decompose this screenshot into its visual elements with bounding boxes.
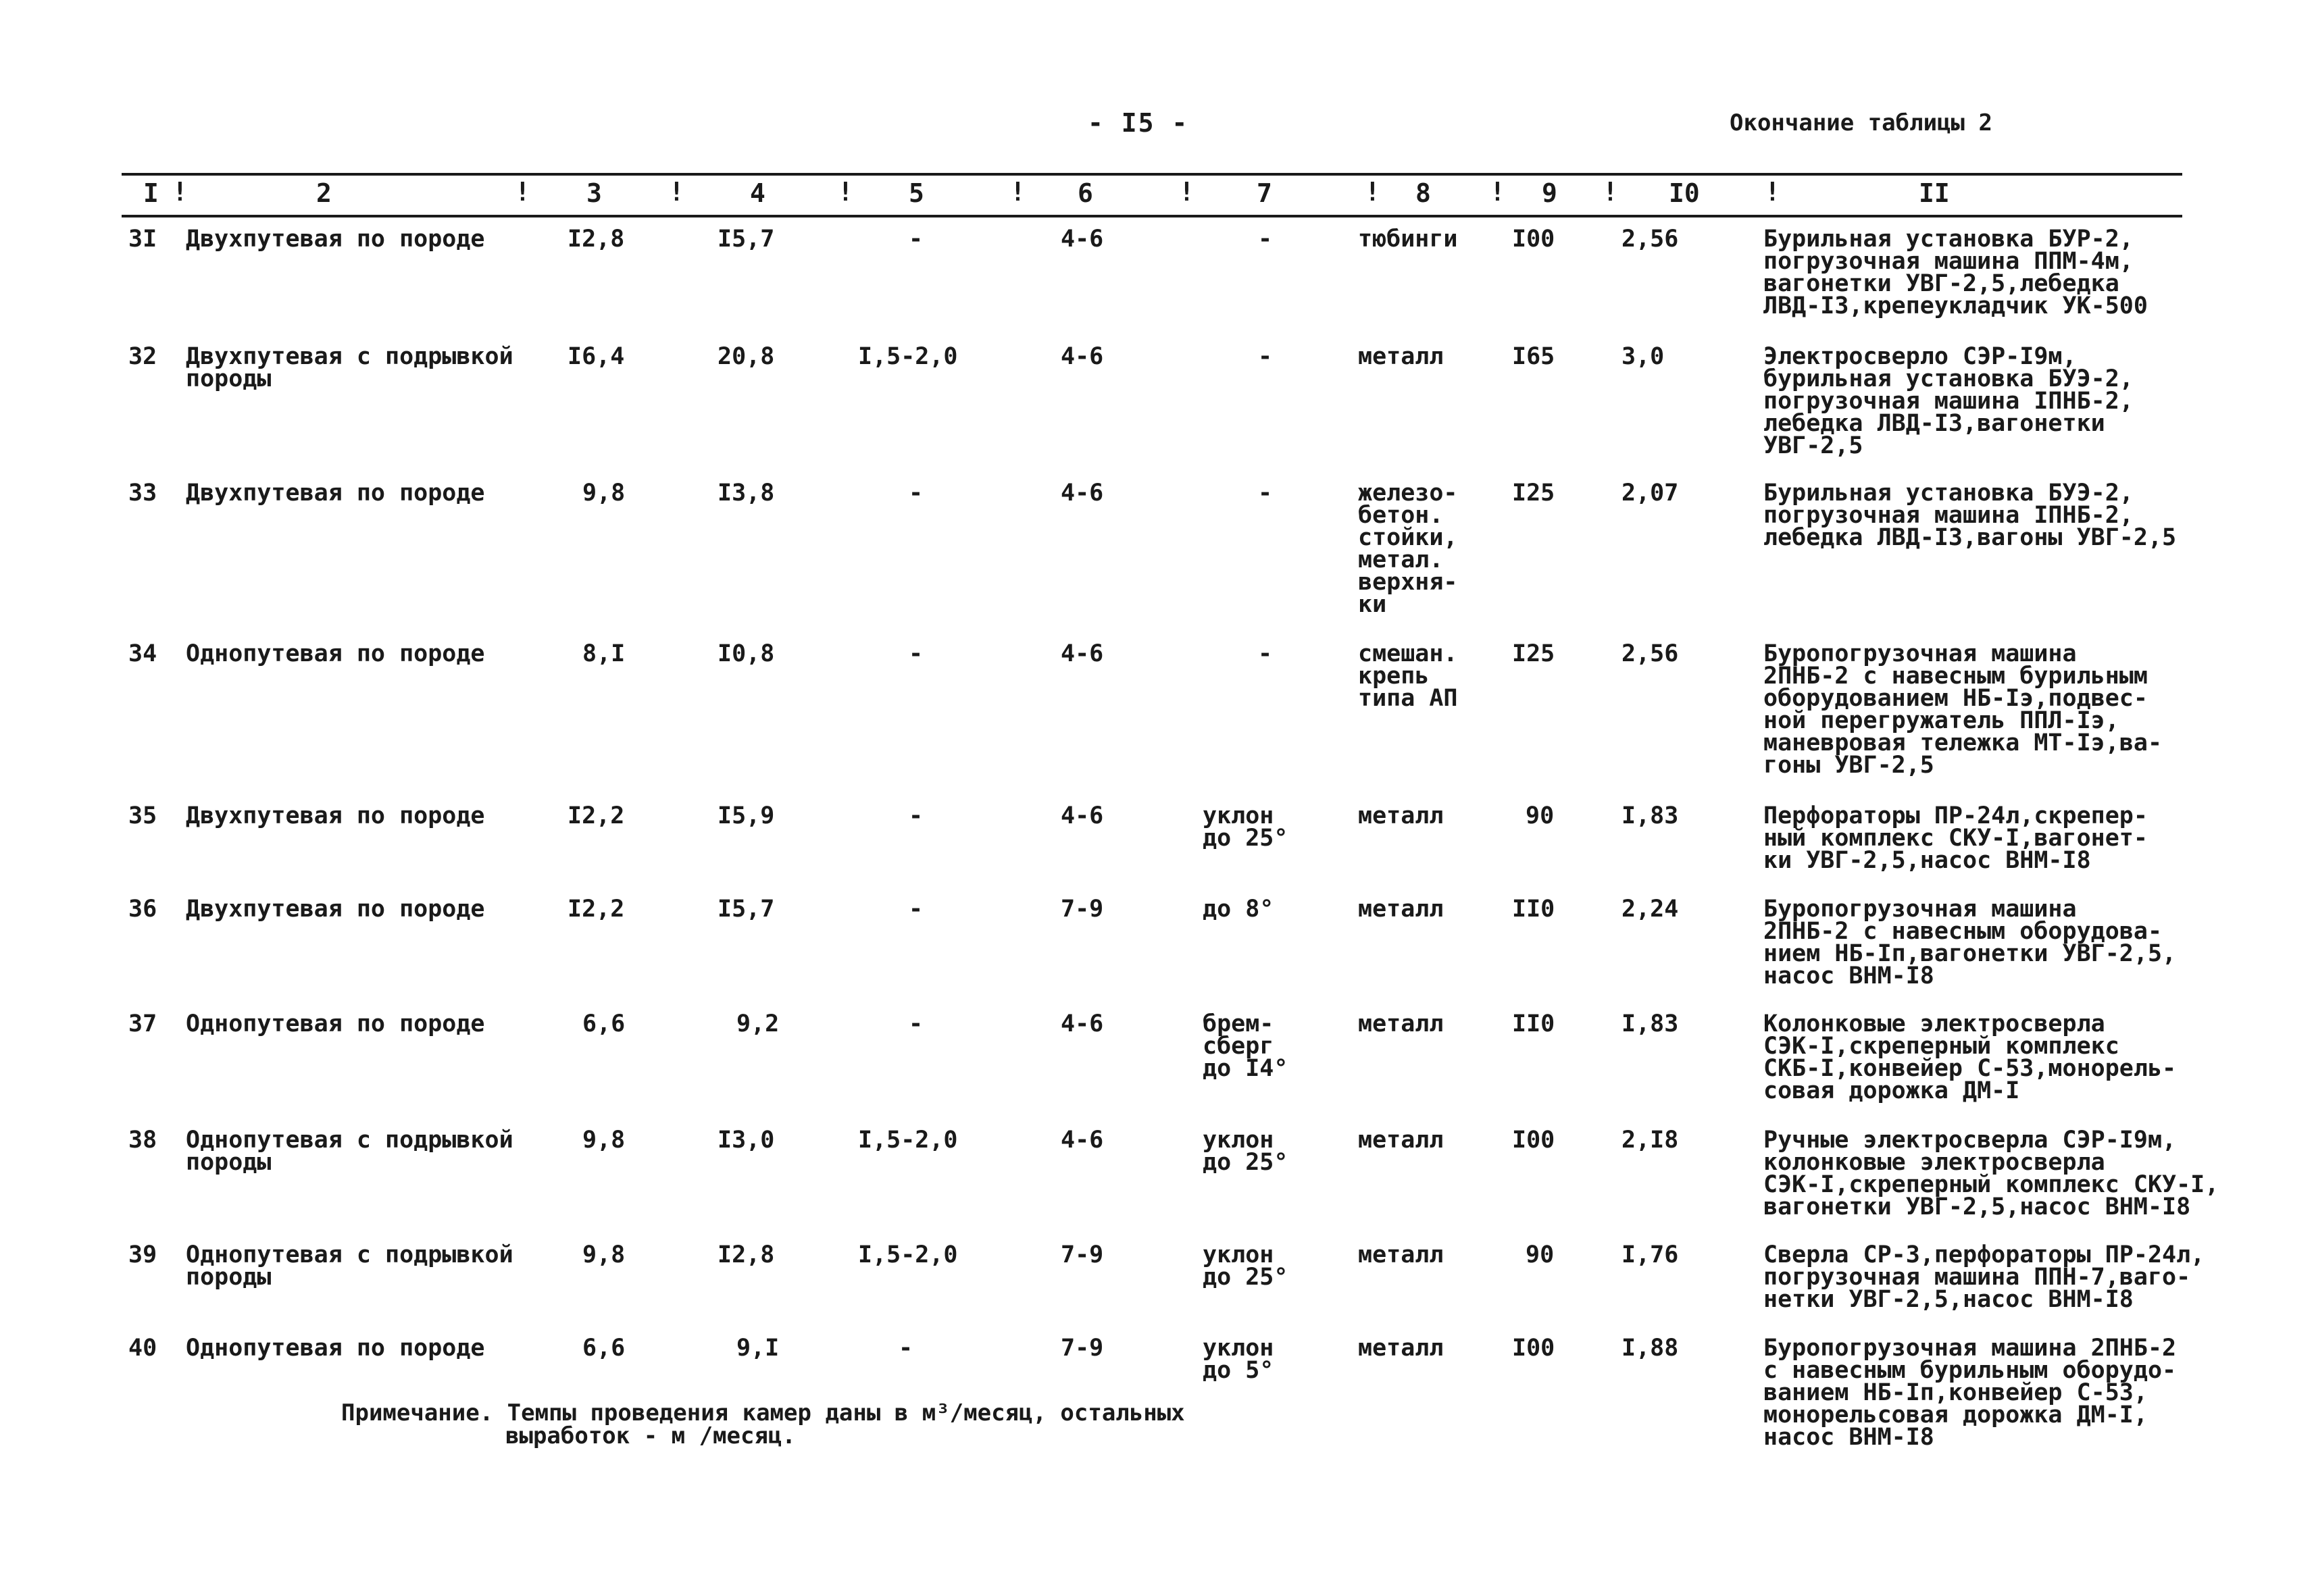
col3-value: I2,2 xyxy=(568,896,625,923)
col9-value: I65 xyxy=(1512,343,1555,370)
col9-value: II0 xyxy=(1512,896,1555,923)
excavation-type: Однопутевая по породе xyxy=(186,1010,485,1037)
col3-value: 8,I xyxy=(582,640,626,667)
col10-value: 2,56 xyxy=(1621,226,1679,253)
col6-value: 4-6 xyxy=(1061,640,1104,667)
col5-value: - xyxy=(909,896,924,923)
equipment: Бурильная установка БУЭ-2, погрузочная машина IПНБ-2, лебедка ЛВД-I3,вагоны УВГ-2,5 xyxy=(1763,480,2177,551)
row-number: 33 xyxy=(128,480,157,507)
col7-value: брем- сберг до I4° xyxy=(1203,1010,1288,1082)
col5-value: - xyxy=(909,1010,924,1037)
col5-value: - xyxy=(899,1335,913,1362)
col4-value: 9,2 xyxy=(736,1010,780,1037)
col7-value: - xyxy=(1258,640,1273,667)
col4-value: I5,9 xyxy=(718,802,775,829)
row-number: 34 xyxy=(128,640,157,667)
excavation-type: Двухпутевая по породе xyxy=(186,896,485,923)
col-header-1: I xyxy=(143,178,159,208)
col-separator: ! xyxy=(1765,177,1780,207)
excavation-type: Однопутевая с подрывкой породы xyxy=(186,1241,513,1291)
col7-value: - xyxy=(1258,480,1273,507)
col-header-10: I0 xyxy=(1669,178,1700,208)
support-type: металл xyxy=(1358,1241,1444,1268)
col3-value: I2,8 xyxy=(568,226,625,253)
support-type: тюбинги xyxy=(1358,226,1458,253)
excavation-type: Двухпутевая по породе xyxy=(186,802,485,829)
col5-value: - xyxy=(909,802,924,829)
col-separator: ! xyxy=(172,177,188,207)
row-number: 40 xyxy=(128,1335,157,1362)
col5-value: I,5-2,0 xyxy=(858,1241,958,1268)
col6-value: 4-6 xyxy=(1061,802,1104,829)
col-separator: ! xyxy=(1603,177,1618,207)
col3-value: I6,4 xyxy=(568,343,625,370)
support-type: железо- бетон. стойки, метал. верхня- ки xyxy=(1358,480,1458,618)
row-number: 36 xyxy=(128,896,157,923)
table-note-continued: выработок - м /месяц. xyxy=(505,1422,796,1449)
row-number: 38 xyxy=(128,1127,157,1154)
col3-value: 9,8 xyxy=(582,1241,626,1268)
col-separator: ! xyxy=(1179,177,1194,207)
col9-value: I25 xyxy=(1512,640,1555,667)
support-type: металл xyxy=(1358,802,1444,829)
col3-value: 9,8 xyxy=(582,480,626,507)
col5-value: - xyxy=(909,640,924,667)
support-type: смешан. крепь типа АП xyxy=(1358,640,1458,712)
col-separator: ! xyxy=(1490,177,1505,207)
col4-value: 9,I xyxy=(736,1335,780,1362)
col4-value: I5,7 xyxy=(718,226,775,253)
col10-value: I,76 xyxy=(1621,1241,1679,1268)
excavation-type: Однопутевая по породе xyxy=(186,640,485,667)
support-type: металл xyxy=(1358,1010,1444,1037)
table-note: Примечание. Темпы проведения камер даны в м³/месяц, остальных xyxy=(341,1399,1185,1426)
excavation-type: Однопутевая с подрывкой породы xyxy=(186,1127,513,1176)
col9-value: 90 xyxy=(1526,1241,1555,1268)
col9-value: I25 xyxy=(1512,480,1555,507)
col10-value: 3,0 xyxy=(1621,343,1665,370)
excavation-type: Двухпутевая по породе xyxy=(186,226,485,253)
col6-value: 7-9 xyxy=(1061,1241,1104,1268)
col-separator: ! xyxy=(1010,177,1026,207)
col9-value: 90 xyxy=(1526,802,1555,829)
col10-value: I,83 xyxy=(1621,802,1679,829)
col-header-2: 2 xyxy=(316,178,332,208)
col6-value: 7-9 xyxy=(1061,1335,1104,1362)
col5-value: - xyxy=(909,480,924,507)
col6-value: 4-6 xyxy=(1061,480,1104,507)
col7-value: до 8° xyxy=(1203,896,1274,923)
col9-value: I00 xyxy=(1512,1335,1555,1362)
equipment: Бурильная установка БУР-2, погрузочная машина ППМ-4м, вагонетки УВГ-2,5,лебедка ЛВД-I3,крепеукладчик УК-500 xyxy=(1763,226,2148,319)
col7-value: уклон до 25° xyxy=(1203,1241,1288,1291)
col3-value: 6,6 xyxy=(582,1010,626,1037)
col-separator: ! xyxy=(515,177,530,207)
col6-value: 4-6 xyxy=(1061,1010,1104,1037)
col10-value: I,83 xyxy=(1621,1010,1679,1037)
col-separator: ! xyxy=(838,177,853,207)
support-type: металл xyxy=(1358,1335,1444,1362)
col-header-5: 5 xyxy=(909,178,924,208)
col4-value: 20,8 xyxy=(718,343,775,370)
col10-value: 2,07 xyxy=(1621,480,1679,507)
col3-value: 9,8 xyxy=(582,1127,626,1154)
col4-value: I2,8 xyxy=(718,1241,775,1268)
equipment: Электросверло СЭР-I9м, бурильная установка БУЭ-2, погрузочная машина IПНБ-2, лебедка ЛВД-I3,вагонетки УВГ-2,5 xyxy=(1763,343,2134,459)
col-header-6: 6 xyxy=(1078,178,1093,208)
col-separator: ! xyxy=(669,177,684,207)
header-bottom-rule xyxy=(122,215,2182,217)
equipment: Перфораторы ПР-24л,скрепер- ный комплекс СКУ-I,вагонет- ки УВГ-2,5,насос ВНМ-I8 xyxy=(1763,802,2148,874)
col-header-7: 7 xyxy=(1257,178,1272,208)
col4-value: I0,8 xyxy=(718,640,775,667)
col-separator: ! xyxy=(1365,177,1380,207)
col9-value: II0 xyxy=(1512,1010,1555,1037)
row-number: 32 xyxy=(128,343,157,370)
equipment: Колонковые электросверла СЭК-I,скреперный комплекс СКБ-I,конвейер С-53,монорель- совая дорожка ДМ-I xyxy=(1763,1010,2177,1104)
col5-value: I,5-2,0 xyxy=(858,343,958,370)
col7-value: - xyxy=(1258,343,1273,370)
row-number: 35 xyxy=(128,802,157,829)
support-type: металл xyxy=(1358,343,1444,370)
table-title: Окончание таблицы 2 xyxy=(1730,109,1992,136)
col-header-11: II xyxy=(1919,178,1950,208)
col-header-3: 3 xyxy=(586,178,602,208)
col10-value: I,88 xyxy=(1621,1335,1679,1362)
support-type: металл xyxy=(1358,1127,1444,1154)
col7-value: уклон до 5° xyxy=(1203,1335,1274,1384)
col7-value: - xyxy=(1258,226,1273,253)
col10-value: 2,56 xyxy=(1621,640,1679,667)
col6-value: 4-6 xyxy=(1061,226,1104,253)
equipment: Буропогрузочная машина 2ПНБ-2 с навесным бурильным оборудо- ванием НБ-Iп,конвейер С-53, монорельсовая дорожка ДМ-I, насос ВНМ-I8 xyxy=(1763,1335,2177,1451)
col5-value: - xyxy=(909,226,924,253)
equipment: Буропогрузочная машина 2ПНБ-2 с навесным оборудова- нием НБ-Iп,вагонетки УВГ-2,5, насос ВНМ-I8 xyxy=(1763,896,2177,989)
header-top-rule xyxy=(122,173,2182,176)
col-header-4: 4 xyxy=(750,178,765,208)
col6-value: 7-9 xyxy=(1061,896,1104,923)
col5-value: I,5-2,0 xyxy=(858,1127,958,1154)
row-number: 37 xyxy=(128,1010,157,1037)
col9-value: I00 xyxy=(1512,1127,1555,1154)
col10-value: 2,24 xyxy=(1621,896,1679,923)
page-number: - I5 - xyxy=(1088,108,1189,138)
col10-value: 2,I8 xyxy=(1621,1127,1679,1154)
col-header-9: 9 xyxy=(1542,178,1557,208)
excavation-type: Двухпутевая с подрывкой породы xyxy=(186,343,513,392)
col7-value: уклон до 25° xyxy=(1203,802,1288,852)
col6-value: 4-6 xyxy=(1061,1127,1104,1154)
equipment: Буропогрузочная машина 2ПНБ-2 с навесным бурильным оборудованием НБ-Iэ,подвес- ной перегружатель ППЛ-Iэ, маневровая тележка МТ-Iэ,ва- гоны УВГ-2,5 xyxy=(1763,640,2163,779)
col7-value: уклон до 25° xyxy=(1203,1127,1288,1176)
excavation-type: Двухпутевая по породе xyxy=(186,480,485,507)
support-type: металл xyxy=(1358,896,1444,923)
excavation-type: Однопутевая по породе xyxy=(186,1335,485,1362)
col4-value: I3,8 xyxy=(718,480,775,507)
equipment: Ручные электросверла СЭР-I9м, колонковые электросверла СЭК-I,скреперный комплекс СКУ-I, вагонетки УВГ-2,5,насос ВНМ-I8 xyxy=(1763,1127,2219,1220)
col9-value: I00 xyxy=(1512,226,1555,253)
col3-value: 6,6 xyxy=(582,1335,626,1362)
col4-value: I5,7 xyxy=(718,896,775,923)
col-header-8: 8 xyxy=(1415,178,1431,208)
col4-value: I3,0 xyxy=(718,1127,775,1154)
row-number: 39 xyxy=(128,1241,157,1268)
row-number: 3I xyxy=(128,226,157,253)
col3-value: I2,2 xyxy=(568,802,625,829)
equipment: Сверла СР-3,перфораторы ПР-24л, погрузочная машина ППН-7,ваго- нетки УВГ-2,5,насос ВНМ-I8 xyxy=(1763,1241,2205,1313)
col6-value: 4-6 xyxy=(1061,343,1104,370)
